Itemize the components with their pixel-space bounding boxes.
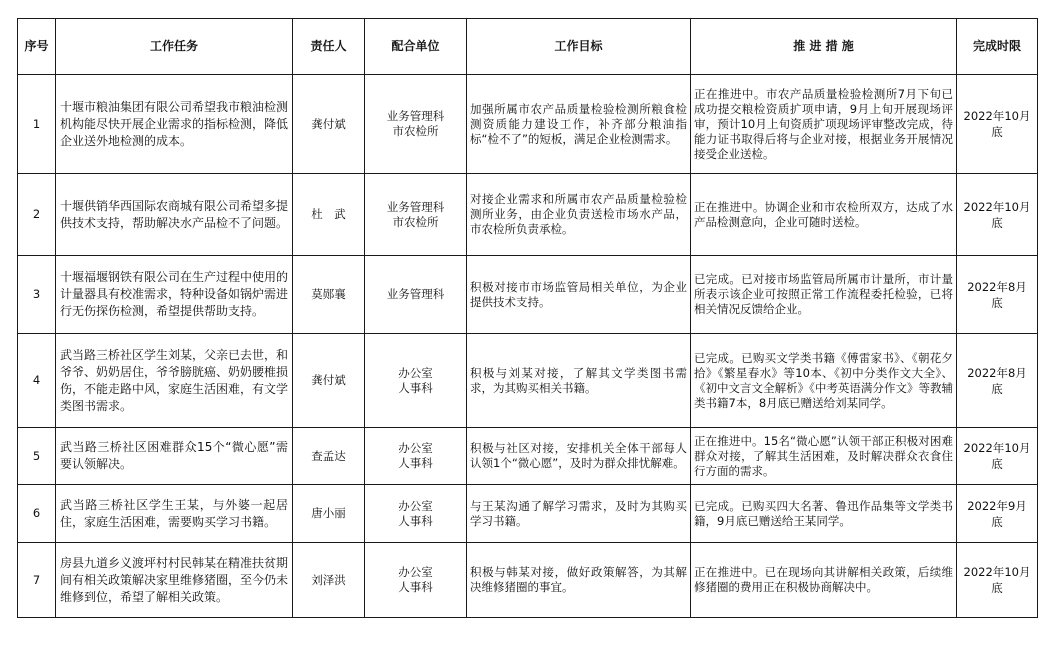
row-goal: 积极与刘某对接，了解其文学类图书需求，为其购买相关书籍。	[467, 334, 691, 428]
row-goal: 积极与社区对接，安排机关全体干部每人认领1个“微心愿”，及时为群众排忧解难。	[467, 428, 691, 485]
row-task: 十堰福堰钢铁有限公司在生产过程中使用的计量器具有校准需求，特种设备如锅炉需进行无伤探伤检测，希望提供帮助支持。	[56, 256, 293, 334]
row-person: 龚付斌	[293, 334, 365, 428]
row-goal: 积极对接市市场监管局相关单位，为企业提供技术支持。	[467, 256, 691, 334]
row-unit	[365, 334, 467, 428]
table-header-row	[18, 19, 1038, 75]
row-measures: 已完成。已购买四大名著、鲁迅作品集等文学类书籍，9月底已赠送给王某同学。	[691, 485, 957, 543]
row-unit	[365, 75, 467, 174]
row-task: 十堰市粮油集团有限公司希望我市粮油检测机构能尽快开展企业需求的指标检测，降低企业送外地检测的成本。	[56, 75, 293, 174]
row-deadline: 2022年8月底	[957, 334, 1038, 428]
unit-line: 人事科	[398, 456, 433, 470]
row-unit	[365, 174, 467, 256]
header-unit: 配合单位	[365, 19, 467, 75]
table-row	[18, 75, 1038, 174]
row-task: 武当路三桥社区学生刘某，父亲已去世，和爷爷、奶奶居住，爷爷膀胱癌、奶奶腰椎损伤，不能走路中风，家庭生活困难，有文学类图书需求。	[56, 334, 293, 428]
row-deadline: 2022年10月底	[957, 543, 1038, 618]
unit-line: 人事科	[398, 513, 433, 528]
row-person: 莫郧襄	[293, 256, 365, 334]
row-seq: 3	[18, 256, 56, 334]
header-person: 责任人	[293, 19, 365, 75]
row-person: 查孟达	[293, 428, 365, 485]
work-task-table	[17, 18, 1038, 618]
row-unit	[365, 256, 467, 334]
header-seq: 序号	[18, 19, 56, 75]
row-measures: 正在推进中。协调企业和市农检所双方，达成了水产品检测意向，企业可随时送检。	[691, 174, 957, 256]
row-measures: 已完成。已对接市场监管局所属市计量所，市计量所表示该企业可按照正常工作流程委托检验，已将相关情况反馈给企业。	[691, 256, 957, 334]
table-row	[18, 543, 1038, 618]
row-deadline: 2022年10月底	[957, 428, 1038, 485]
work-task-table-container	[17, 18, 1038, 618]
row-measures: 已完成。已购买文学类书籍《傅雷家书》、《朝花夕拾》《繁星春水》等10本、《初中分类作文大全》、《初中文言文全解析》《中考英语满分作文》等教辅类书籍7本，8月底已赠送给刘某同学。	[691, 334, 957, 428]
row-task: 房县九道乡义渡坪村村民韩某在精准扶贫期间有相关政策解决家里维修猪圈，至今仍未维修到位，希望了解相关政策。	[56, 543, 293, 618]
unit-line: 办公室	[398, 498, 433, 513]
table-row	[18, 334, 1038, 428]
row-person: 龚付斌	[293, 75, 365, 174]
unit-line: 办公室	[398, 565, 433, 579]
table-row	[18, 256, 1038, 334]
row-goal: 加强所属市农产品质量检验检测所粮食检测资质能力建设工作，补齐部分粮油指标“检不了”的短板，满足企业检测需求。	[467, 75, 691, 174]
unit-line: 办公室	[398, 365, 433, 380]
header-deadline: 完成时限	[957, 19, 1038, 75]
header-goal: 工作目标	[467, 19, 691, 75]
row-person: 唐小丽	[293, 485, 365, 543]
row-measures: 正在推进中。已在现场向其讲解相关政策，后续维修猪圈的费用正在积极协商解决中。	[691, 543, 957, 618]
unit-line: 办公室	[398, 441, 433, 455]
unit-line: 业务管理科	[386, 199, 445, 214]
row-measures: 正在推进中。15名“微心愿”认领干部正积极对困难群众对接，了解其生活困难，及时解决群众衣食住行方面的需求。	[691, 428, 957, 485]
row-deadline: 2022年8月底	[957, 256, 1038, 334]
row-goal: 对接企业需求和所属市农产品质量检验检测所业务，由企业负责送检市场水产品，市农检所负责承检。	[467, 174, 691, 256]
row-seq: 6	[18, 485, 56, 543]
unit-line: 业务管理科	[386, 287, 445, 301]
row-person: 刘泽洪	[293, 543, 365, 618]
unit-line: 人事科	[398, 580, 433, 594]
unit-line: 人事科	[398, 380, 433, 395]
table-row	[18, 428, 1038, 485]
row-person: 杜 武	[293, 174, 365, 256]
row-seq: 2	[18, 174, 56, 256]
header-measures: 推 进 措 施	[691, 19, 957, 75]
row-task: 武当路三桥社区困难群众15个“微心愿”需要认领解决。	[56, 428, 293, 485]
row-unit	[365, 543, 467, 618]
row-task: 十堰供销华西国际农商城有限公司希望多提供技术支持，帮助解决水产品检不了问题。	[56, 174, 293, 256]
row-unit	[365, 428, 467, 485]
row-unit	[365, 485, 467, 543]
row-goal: 积极与韩某对接，做好政策解答，为其解决维修猪圈的事宜。	[467, 543, 691, 618]
row-seq: 4	[18, 334, 56, 428]
unit-line: 市农检所	[392, 214, 439, 229]
row-goal: 与王某沟通了解学习需求，及时为其购买学习书籍。	[467, 485, 691, 543]
row-deadline: 2022年9月底	[957, 485, 1038, 543]
row-seq: 5	[18, 428, 56, 485]
row-seq: 7	[18, 543, 56, 618]
header-task: 工作任务	[56, 19, 293, 75]
row-deadline: 2022年10月底	[957, 174, 1038, 256]
unit-line: 业务管理科	[386, 109, 445, 123]
row-deadline: 2022年10月底	[957, 75, 1038, 174]
row-measures: 正在推进中。市农产品质量检验检测所7月下旬已成功提交粮检资质扩项申请，9月上旬开展现场评审，预计10月上旬资质扩项现场评审整改完成，待能力证书取得后将与企业对接，根据业务开展情况接受企业送检。	[691, 75, 957, 174]
row-seq: 1	[18, 75, 56, 174]
row-task: 武当路三桥社区学生王某，与外婆一起居住，家庭生活困难，需要购买学习书籍。	[56, 485, 293, 543]
unit-line: 市农检所	[392, 124, 439, 138]
table-row	[18, 485, 1038, 543]
table-row	[18, 174, 1038, 256]
